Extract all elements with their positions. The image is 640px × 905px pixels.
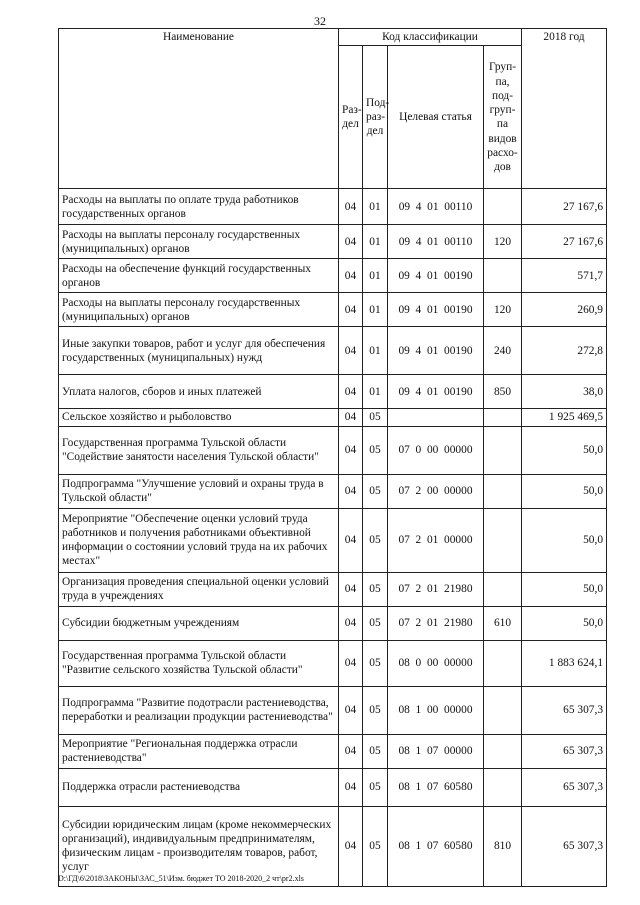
row-razdel: 04 [339,409,363,426]
row-vid: 120 [484,293,522,327]
row-sum: 272,8 [522,327,607,375]
row-vid [484,686,522,734]
row-vid [484,508,522,572]
header-vid: Груп- па, под- груп- па видов расхо- дов [484,46,522,189]
table-row [59,327,607,375]
header-name: Наименование [59,29,339,189]
row-target: 08 1 00 00000 [388,686,484,734]
row-target: 09 4 01 00110 [388,225,484,259]
row-sum: 65 307,3 [522,686,607,734]
table-row [59,409,607,426]
row-target: 09 4 01 00190 [388,259,484,293]
row-sum: 50,0 [522,606,607,640]
row-sum: 38,0 [522,375,607,409]
table-row [59,426,607,474]
row-name: Уплата налогов, сборов и иных платежей [59,375,339,409]
row-name: Государственная программа Тульской области "Содействие занятости населения Тульской области" [59,426,339,474]
row-podrazdel: 05 [363,640,388,686]
row-target: 07 2 01 21980 [388,572,484,606]
row-razdel: 04 [339,259,363,293]
header-target: Целевая статья [388,46,484,189]
row-razdel: 04 [339,572,363,606]
row-podrazdel: 01 [363,293,388,327]
table-row [59,474,607,508]
row-podrazdel: 01 [363,375,388,409]
row-name: Расходы на выплаты персоналу государственных (муниципальных) органов [59,293,339,327]
table-row [59,508,607,572]
header-year: 2018 год [522,29,607,189]
row-podrazdel: 01 [363,259,388,293]
row-name: Мероприятие "Обеспечение оценки условий труда работников и получения работниками объективной информации о состоянии условий труда на их рабочих местах" [59,508,339,572]
row-sum: 1 883 624,1 [522,640,607,686]
row-razdel: 04 [339,768,363,806]
row-razdel: 04 [339,225,363,259]
row-vid: 240 [484,327,522,375]
row-target: 08 1 07 60580 [388,806,484,886]
row-podrazdel: 05 [363,606,388,640]
row-vid [484,474,522,508]
row-sum: 260,9 [522,293,607,327]
row-name: Расходы на обеспечение функций государственных органов [59,259,339,293]
row-razdel: 04 [339,686,363,734]
row-razdel: 04 [339,189,363,225]
row-razdel: 04 [339,327,363,375]
row-vid [484,734,522,768]
row-name: Расходы на выплаты по оплате труда работников государственных органов [59,189,339,225]
row-target: 08 1 07 00000 [388,734,484,768]
row-razdel: 04 [339,426,363,474]
row-name: Поддержка отрасли растениеводства [59,768,339,806]
row-vid: 610 [484,606,522,640]
row-name: Сельское хозяйство и рыболовство [59,409,339,426]
row-razdel: 04 [339,293,363,327]
table-row [59,686,607,734]
row-target: 07 0 00 00000 [388,426,484,474]
row-vid [484,259,522,293]
row-podrazdel: 05 [363,426,388,474]
row-podrazdel: 05 [363,768,388,806]
row-razdel: 04 [339,606,363,640]
header-razdel: Раз- дел [339,46,363,189]
row-vid: 850 [484,375,522,409]
row-vid: 810 [484,806,522,886]
header-podrazdel: Под- раз- дел [363,46,388,189]
row-podrazdel: 05 [363,409,388,426]
row-sum: 65 307,3 [522,734,607,768]
row-vid [484,572,522,606]
table-row [59,768,607,806]
row-podrazdel: 05 [363,474,388,508]
row-name: Иные закупки товаров, работ и услуг для обеспечения государственных (муниципальных) нужд [59,327,339,375]
row-podrazdel: 01 [363,189,388,225]
row-target: 07 2 01 00000 [388,508,484,572]
row-target [388,409,484,426]
row-vid [484,409,522,426]
row-vid [484,189,522,225]
row-sum: 27 167,6 [522,189,607,225]
row-name: Расходы на выплаты персоналу государственных (муниципальных) органов [59,225,339,259]
table-row [59,225,607,259]
row-vid: 120 [484,225,522,259]
row-razdel: 04 [339,508,363,572]
row-sum: 65 307,3 [522,768,607,806]
table-row [59,293,607,327]
row-podrazdel: 01 [363,327,388,375]
table-row [59,259,607,293]
table-row [59,375,607,409]
row-sum: 27 167,6 [522,225,607,259]
row-name: Мероприятие "Региональная поддержка отрасли растениеводства" [59,734,339,768]
row-target: 07 2 00 00000 [388,474,484,508]
row-target: 08 0 00 00000 [388,640,484,686]
row-vid [484,640,522,686]
row-target: 08 1 07 60580 [388,768,484,806]
row-sum: 65 307,3 [522,806,607,886]
row-sum: 50,0 [522,572,607,606]
row-razdel: 04 [339,375,363,409]
row-sum: 571,7 [522,259,607,293]
row-sum: 1 925 469,5 [522,409,607,426]
row-podrazdel: 05 [363,572,388,606]
row-sum: 50,0 [522,474,607,508]
row-name: Подпрограмма "Развитие подотрасли растениеводства, переработки и реализации продукции растениеводства" [59,686,339,734]
row-name: Организация проведения специальной оценки условий труда в учреждениях [59,572,339,606]
row-podrazdel: 05 [363,806,388,886]
row-vid [484,426,522,474]
row-podrazdel: 05 [363,686,388,734]
row-target: 09 4 01 00190 [388,375,484,409]
row-target: 07 2 01 21980 [388,606,484,640]
row-vid [484,768,522,806]
row-razdel: 04 [339,734,363,768]
row-razdel: 04 [339,806,363,886]
row-name: Субсидии юридическим лицам (кроме некоммерческих организаций), индивидуальным предпринимателям, физическим лицам - производителям товаров, работ, услуг [59,806,339,886]
page-number: 32 [314,14,326,28]
row-target: 09 4 01 00110 [388,189,484,225]
table-row [59,189,607,225]
row-podrazdel: 05 [363,734,388,768]
row-target: 09 4 01 00190 [388,293,484,327]
row-sum: 50,0 [522,508,607,572]
row-name: Субсидии бюджетным учреждениям [59,606,339,640]
row-name: Подпрограмма "Улучшение условий и охраны труда в Тульской области" [59,474,339,508]
row-podrazdel: 01 [363,225,388,259]
row-podrazdel: 05 [363,508,388,572]
row-razdel: 04 [339,640,363,686]
row-target: 09 4 01 00190 [388,327,484,375]
table-row [59,606,607,640]
table-row [59,734,607,768]
table-row [59,640,607,686]
header-code-group: Код классификации [339,29,522,46]
row-sum: 50,0 [522,426,607,474]
file-path-footer: D:\ГД\6\2018\ЗАКОНЫ\ЗАС_51\Изм. бюджет ТО 2018-2020_2 чт\pr2.xls [58,874,304,883]
row-razdel: 04 [339,474,363,508]
row-name: Государственная программа Тульской области "Развитие сельского хозяйства Тульской области" [59,640,339,686]
budget-table [58,28,607,887]
table-row [59,572,607,606]
